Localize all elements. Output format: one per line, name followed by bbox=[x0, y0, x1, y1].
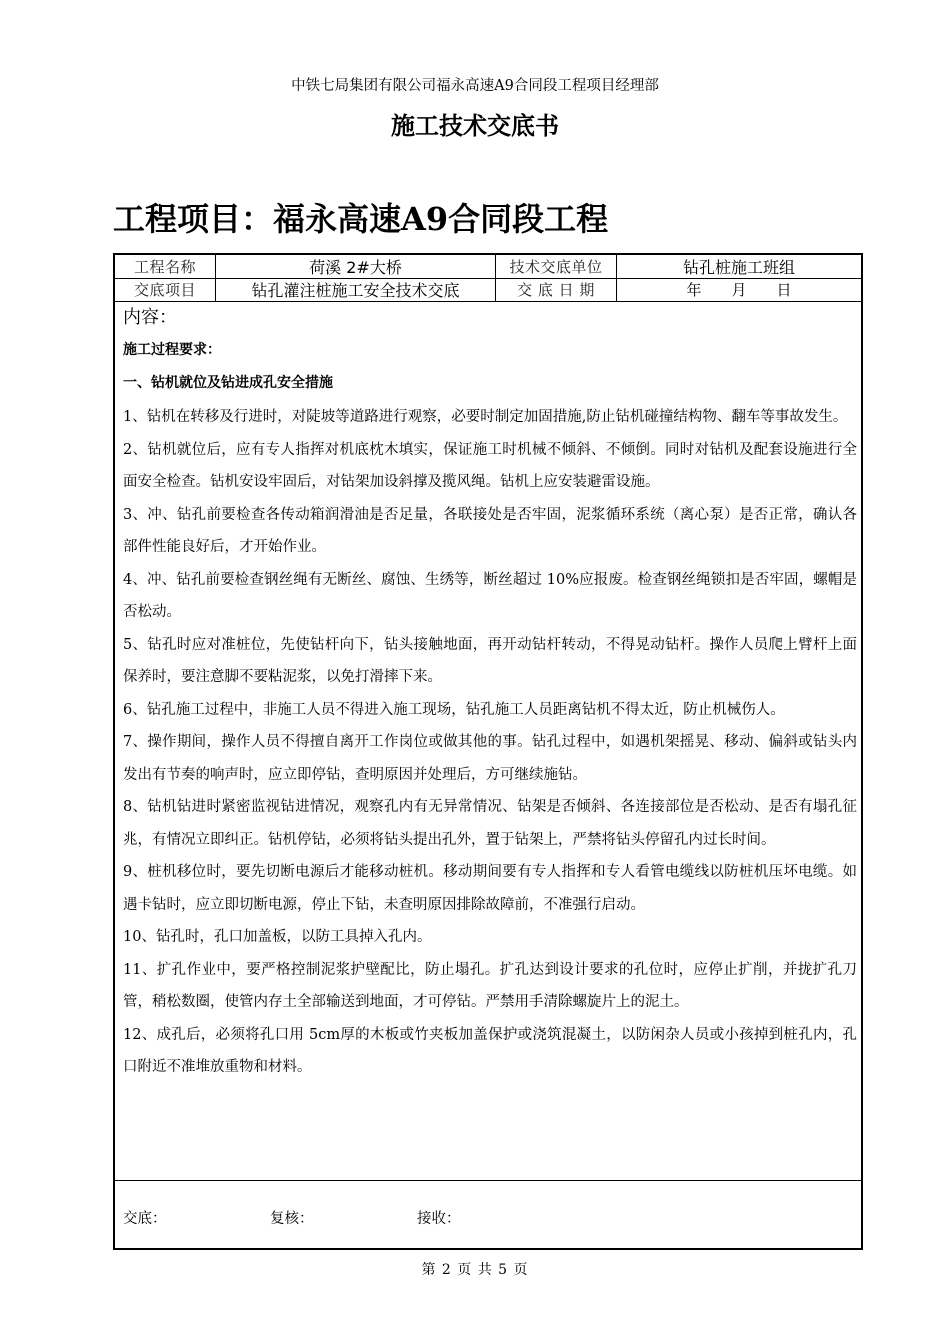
review-signature-label: 复核： bbox=[270, 1211, 314, 1227]
project-name-value: 荷溪 2#大桥 bbox=[309, 258, 402, 277]
disclosure-date-label: 交 底 日 期 bbox=[517, 281, 595, 299]
disclosure-unit-value: 钻孔桩施工班组 bbox=[682, 258, 795, 277]
list-item: 11、扩孔作业中，要严格控制泥浆护壁配比，防止塌孔。扩孔达到设计要求的孔位时，应停止扩削，并拢扩孔刀管，稍松数圈，使管内存土全部输送到地面，才可停钻。严禁用手清除螺旋片上的泥土。 bbox=[123, 961, 857, 1010]
project-name-label: 工程名称 bbox=[133, 258, 196, 276]
content-body bbox=[123, 305, 857, 1084]
disclosure-date-value: 年 月 日 bbox=[686, 281, 792, 299]
list-item: 2、钻机就位后，应有专人指挥对机底枕木填实，保证施工时机械不倾斜、不倾倒。同时对钻机及配套设施进行全面安全检查。钻机安设牢固后，对钻架加设斜撑及揽风绳。钻机上应安装避雷设施。 bbox=[123, 441, 857, 490]
list-item: 5、钻孔时应对准桩位，先使钻杆向下，钻头接触地面，再开动钻杆转动，不得晃动钻杆。操作人员爬上臂杆上面保养时，要注意脚不要粘泥浆，以免打滑摔下来。 bbox=[123, 636, 857, 685]
content-label: 内容： bbox=[123, 307, 177, 328]
list-item: 6、钻孔施工过程中，非施工人员不得进入施工现场，钻孔施工人员距离钻机不得太近，防止机械伤人。 bbox=[123, 701, 785, 718]
document-title: 施工技术交底书 bbox=[391, 111, 559, 140]
company-header: 中铁七局集团有限公司福永高速A9合同段工程项目经理部 bbox=[291, 78, 659, 94]
list-item: 1、钻机在转移及行进时，对陡坡等道路进行观察，必要时制定加固措施,防止钻机碰撞结构物、翻车等事故发生。 bbox=[123, 409, 848, 425]
disclosure-unit-label: 技术交底单位 bbox=[509, 258, 603, 276]
list-item: 3、冲、钻孔前要检查各传动箱润滑油是否足量，各联接处是否牢固，泥浆循环系统（离心泵）是否正常，确认各部件性能良好后，才开始作业。 bbox=[123, 506, 857, 555]
list-item: 10、钻孔时，孔口加盖板，以防工具掉入孔内。 bbox=[123, 929, 432, 945]
receive-signature-label: 接收： bbox=[417, 1211, 461, 1227]
signature-divider bbox=[115, 1180, 861, 1181]
subsection-heading: 一、钻机就位及钻进成孔安全措施 bbox=[123, 375, 333, 391]
list-item: 8、钻机钻进时紧密监视钻进情况，观察孔内有无异常情况、钻架是否倾斜、各连接部位是否松动、是否有塌孔征兆，有情况立即纠正。钻机停钻，必须将钻头提出孔外，置于钻架上，严禁将钻头停留孔内过长时间。 bbox=[123, 799, 857, 848]
header-row-1 bbox=[115, 255, 861, 279]
disclosure-item-label: 交底项目 bbox=[133, 281, 196, 299]
disclosure-form bbox=[113, 253, 863, 1250]
list-item: 12、成孔后，必须将孔口用 5cm厚的木板或竹夹板加盖保护或浇筑混凝土，以防闲杂人员或小孩掉到桩孔内，孔口附近不准堆放重物和材料。 bbox=[123, 1026, 857, 1075]
handover-signature-label: 交底： bbox=[123, 1211, 167, 1227]
page-number: 第 2 页 共 5 页 bbox=[421, 1262, 529, 1278]
list-item: 9、桩机移位时，要先切断电源后才能移动桩机。移动期间要有专人指挥和专人看管电缆线以防桩机压坏电缆。如遇卡钻时，应立即切断电源，停止下钻，未查明原因排除故障前，不准强行启动。 bbox=[123, 864, 857, 913]
disclosure-item-value: 钻孔灌注桩施工安全技术交底 bbox=[251, 281, 460, 300]
section-heading: 施工过程要求： bbox=[123, 342, 221, 358]
list-item: 4、冲、钻孔前要检查钢丝绳有无断丝、腐蚀、生绣等，断丝超过 10%应报废。检查钢丝绳锁扣是否牢固，螺帽是否松动。 bbox=[123, 571, 857, 620]
header-row-2 bbox=[115, 278, 861, 302]
project-heading: 工程项目：福永高速A9合同段工程 bbox=[113, 200, 609, 238]
list-item: 7、操作期间，操作人员不得擅自离开工作岗位或做其他的事。钻孔过程中，如遇机架摇晃、移动、偏斜或钻头内发出有节奏的响声时，应立即停钻，查明原因并处理后，方可继续施钻。 bbox=[123, 734, 857, 783]
